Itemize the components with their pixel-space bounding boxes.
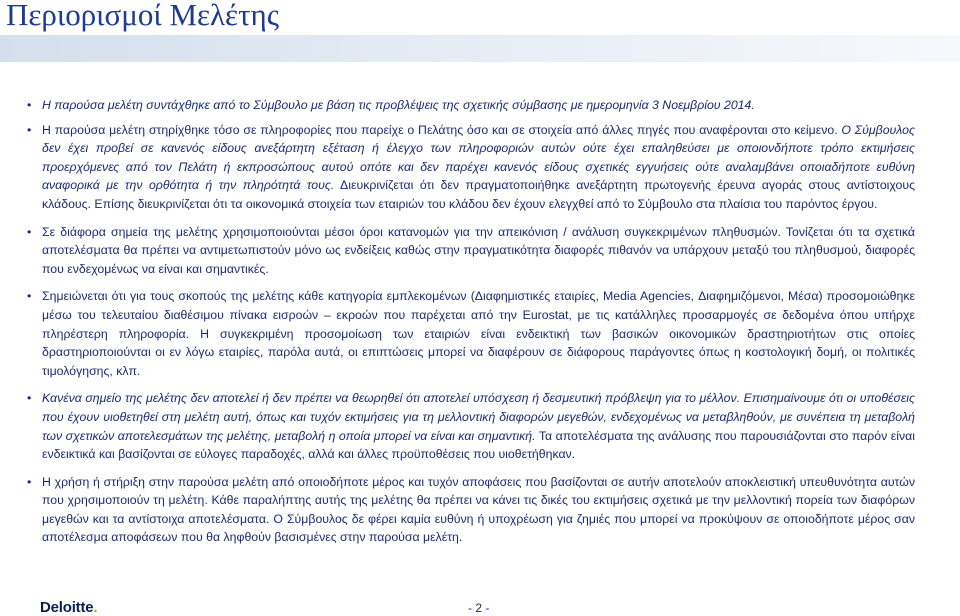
- list-item: • Κανένα σημείο της μελέτης δεν αποτελεί ή δεν πρέπει να θεωρηθεί ότι αποτελεί υπόσχεση ή δεσμευτική πρόβλεψη για το μέλλον. Επισημαίνουμε ότι οι υποθέσεις που έχουν υιοθετηθεί στη μελέτη αυτή, όπως και τυχόν εκτιμήσεις για τη μελλοντική διαφορών μεγεθών, ενδεχομένως να μεταβληθούν, με συνέπεια τη μεταβολή των σχετικών αποτελεσμάτων της μελέτης, μεταβολή η οποία μπορεί να είναι και σημαντική. Τα αποτελέσματα της ανάλυσης που παρουσιάζονται στο παρόν είναι ενδεικτικά και βασίζονται σε εύλογες παραδοχές, αλλά και άλλες προϋποθέσεις που υιοθετήθηκαν.: [27, 391, 915, 462]
- bullet: •: [27, 224, 32, 239]
- list-item: • Σημειώνεται ότι για τους σκοπούς της μελέτης κάθε κατηγορία εμπλεκομένων (Διαφημιστικές εταιρίες, Media Agencies, Διαφημιζόμενοι, Μέσα) προσομοιώθηκε μέσω του τελευταίου διαθέσιμου πίνακα εισροών – εκροών που παρέχεται από την Eurostat, με τις κατάλληλες προσαρμογές σε δεδομένα όπου υπήρχε πληρέστερη πληροφορία. Η συγκεκριμένη προσομοίωση των εταιριών είναι ενδεικτική των βασικών οικονομικών δραστηριοτήτων στις οποίες δραστηριοποιούνται οι εν λόγω εταιρίες, παρόλα αυτά, οι επιπτώσεις μπορεί να διαφέρουν σε διάφορους παράγοντες όπως η κοστολογική δομή, οι πολιτικές τιμολόγησης, κλπ.: [27, 289, 915, 378]
- bullet: •: [27, 122, 32, 137]
- bullet: •: [27, 474, 32, 489]
- bullet: •: [27, 98, 32, 112]
- deloitte-logo: Deloitte.: [40, 599, 98, 616]
- limitations-list: [27, 96, 915, 547]
- bullet: •: [27, 391, 32, 406]
- list-item: • Η χρήση ή στήριξη στην παρούσα μελέτη από οποιοδήποτε μέρος και τυχόν αποφάσεις που βασίζονται σε αυτήν αποτελούν αποκλειστική υπευθυνότητα αυτών που χρησιμοποιούν τη μελέτη. Κάθε παραλήπτης αυτής της μελέτης θα πρέπει να κάνει τις δικές του εκτιμήσεις σχετικά με την μελλοντική πορεία των διαφόρων μεγεθών και τα αντίστοιχα αποτελέσματα. Ο Σύμβουλος δε φέρει καμία ευθύνη ή υποχρέωση για ζημιές που μπορεί να προκύψουν σε οποιοδήποτε μέρος σαν αποτέλεσμα αποφάσεων που θα ληφθούν βασισμένες στην παρούσα μελέτη.: [27, 474, 915, 545]
- page-number: - 2 -: [468, 601, 490, 615]
- list-item: • Η παρούσα μελέτη στηρίχθηκε τόσο σε πληροφορίες που παρείχε ο Πελάτης όσο και σε στοιχεία από άλλες πηγές που αναφέρονται στο κείμενο. Ο Σύμβουλος δεν έχει προβεί σε κανενός είδους ανεξάρτητη εξέταση ή έλεγχο των πληροφοριών αυτών ούτε έχει επαληθεύσει με οποιονδήποτε τρόπο εκτιμήσεις προερχόμενες από τον Πελάτη ή εκπροσώπους αυτού οπότε και δεν παρέχει κανενός είδους σχετικές εγγυήσεις ούτε αναλαμβάνει οποιαδήποτε ευθύνη αναφορικά με την ορθότητα ή την πληρότητά τους. Διευκρινίζεται ότι δεν πραγματοποιήθηκε ανεξάρτητη πρωτογενής έρευνα αγοράς στους αντίστοιχους κλάδους. Επίσης διευκρινίζεται ότι τα οικονομικά στοιχεία των εταιριών του κλάδου δεν έχουν ελεγχθεί από το Σύμβουλο στα πλαίσια του παρόντος έργου.: [27, 122, 915, 211]
- list-item: • Η παρούσα μελέτη συντάχθηκε από το Σύμβουλο με βάση τις προβλέψεις της σχετικής σύμβασης με ημερομηνία 3 Νοεμβρίου 2014.: [42, 96, 915, 115]
- title-band: [0, 35, 960, 62]
- list-item: • Σε διάφορα σημεία της μελέτης χρησιμοποιούνται μέσοι όροι κατανομών για την απεικόνιση / ανάλυση συγκεκριμένων πληθυσμών. Τονίζεται ότι τα σχετικά αποτελέσματα θα πρέπει να αντιμετωπιστούν μόνο ως ενδείξεις καθώς στην πραγματικότητα διαφορές πιθανόν να υπάρχουν μεταξύ του πληθυσμού, διαφορές που ενδεχομένως να είναι και σημαντικές.: [27, 224, 915, 276]
- bullet: •: [27, 289, 32, 304]
- page-title: Περιορισμοί Μελέτης: [6, 0, 280, 32]
